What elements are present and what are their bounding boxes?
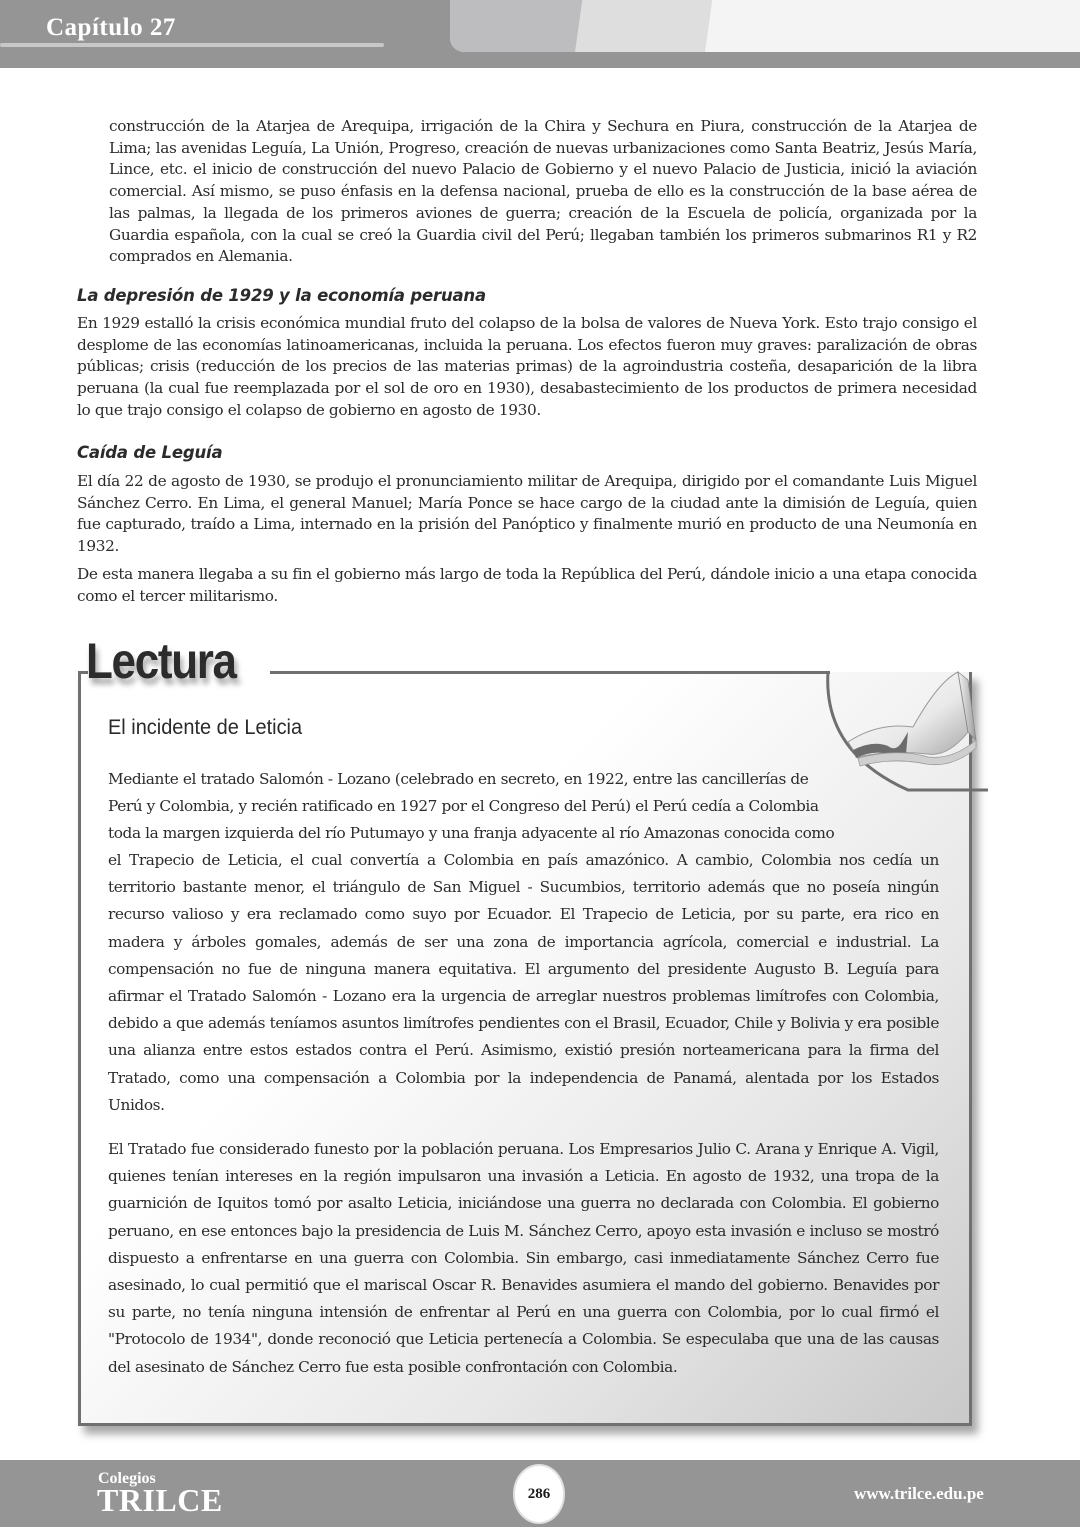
chapter-title: Capítulo 27 (46, 14, 176, 41)
intro-paragraph: construcción de la Atarjea de Arequipa, irrigación de la Chira y Sechura en Piura, construcción de la Atarjea de Lima; las avenidas Leguía, La Unión, Progreso, creación de nuevas urbanizaciones como Santa Beatriz, Jesús María, Lince, etc. el inicio de construcción del nuevo Palacio de Gobierno y el nuevo Palacio de Justicia, inició la aviación comercial. Así mismo, se puso énfasis en la defensa nacional, prueba de ello es la construcción de la base aérea de las palmas, la llegada de los primeros aviones de guerra; creación de la Escuela de policía, organizada por la Guardia española, con la cual se creó la Guardia civil del Perú; llegaban también los primeros submarinos R1 y R2 comprados en Alemania. (109, 117, 977, 266)
lectura-label: Lectura (86, 633, 236, 689)
open-book-icon (818, 662, 988, 792)
footer-website[interactable]: www.trilce.edu.pe (854, 1484, 984, 1503)
lectura-paragraph-1-line-2: Perú y Colombia, y recién ratificado en 1927 por el Congreso del Perú) el Perú cedía a Colombia (108, 797, 819, 815)
page-number: 286 (527, 1485, 551, 1502)
section-paragraph-caida-2: De esta manera llegaba a su fin el gobierno más largo de toda la República del Perú, dándole inicio a una etapa conocida como el tercer militarismo. (77, 565, 977, 605)
lectura-paragraph-1: el Trapecio de Leticia, el cual convertía a Colombia en país amazónico. A cambio, Colombia nos cedía un territorio bastante menor, el triángulo de San Miguel - Sucumbios, territorio además que no poseía ningún recurso valioso y era reclamado como suyo por Ecuador. El Trapecio de Leticia, por su parte, era rico en madera y árboles gomales, además de ser una zona de importancia agrícola, comercial e industrial. La compensación no fue de ninguna manera equitativa. El argumento del presidente Augusto B. Leguía para afirmar el Tratado Salomón - Lozano era la urgencia de arreglar nuestros problemas limítrofes con Colombia, debido a que además teníamos asuntos limítrofes pendientes con el Brasil, Ecuador, Chile y Bolivia y era posible una alianza entre estos estados contra el Perú. Asimismo, existió presión norteamericana para la firma del Tratado, como una compensación a Colombia por la independencia de Panamá, alentada por los Estados Unidos. (108, 851, 939, 1114)
section-paragraph-caida-1: El día 22 de agosto de 1930, se produjo el pronunciamiento militar de Arequipa, dirigido por el comandante Luis Miguel Sánchez Cerro. En Lima, el general Manuel; María Ponce se hace cargo de la ciudad ante la dimisión de Leguía, quien fue capturado, traído a Lima, internado en la prisión del Panóptico y finalmente murió en producto de una Neumonía en 1932. (77, 472, 977, 556)
lectura-box-top-border (270, 671, 830, 674)
footer-brand-logo: TRILCE (97, 1482, 223, 1518)
lectura-title: El incidente de Leticia (108, 716, 303, 739)
lectura-paragraph-1-line-1: Mediante el tratado Salomón - Lozano (celebrado en secreto, en 1922, entre las cancillerías de (108, 770, 809, 788)
header-underline (0, 43, 384, 47)
section-paragraph-depresion: En 1929 estalló la crisis económica mundial fruto del colapso de la bolsa de valores de Nueva York. Esto trajo consigo el desplome de las economías latinoamericanas, incluida la peruana. Los efectos fueron muy graves: paralización de obras públicas; crisis (reducción de los precios de las materias primas) de la agroindustria costeña, desaparición de la libra peruana (la cual fue reemplazada por el sol de oro en 1930), desabastecimiento de los productos de primera necesidad lo que trajo consigo el colapso de gobierno en agosto de 1930. (77, 314, 977, 419)
lectura-paragraph-2: El Tratado fue considerado funesto por la población peruana. Los Empresarios Julio C. Arana y Enrique A. Vigil, quienes tenían intereses en la región impulsaron una invasión a Leticia. En agosto de 1932, una tropa de la guarnición de Iquitos tomó por asalto Leticia, iniciándose una guerra no declarada con Colombia. El gobierno peruano, en ese entonces bajo la presidencia de Luis M. Sánchez Cerro, apoyo esta invasión e incluso se mostró dispuesto a enfrentarse en una guerra con Colombia. Sin embargo, casi inmediatamente Sánchez Cerro fue asesinado, lo cual permitió que el mariscal Oscar R. Benavides asumiera el mando del gobierno. Benavides por su parte, no tenía ninguna intensión de enfrentar al Perú en una guerra con Colombia, por lo cual firmó el "Protocolo de 1934", donde reconoció que Leticia pertenecía a Colombia. Se especulaba que una de las causas del asesinato de Sánchez Cerro fue esta posible confrontación con Colombia. (108, 1140, 939, 1376)
section-title-depresion: La depresión de 1929 y la economía peruana (77, 286, 486, 305)
lectura-paragraph-1-line-3: toda la margen izquierda del río Putumayo y una franja adyacente al río Amazonas conocida como (108, 824, 835, 842)
header-decor-mid2 (575, 0, 712, 52)
page-number-badge (515, 1466, 563, 1522)
section-title-caida-leguia: Caída de Leguía (77, 443, 223, 462)
page-header (0, 0, 1080, 68)
footer-brand-small: Colegios (98, 1470, 156, 1487)
